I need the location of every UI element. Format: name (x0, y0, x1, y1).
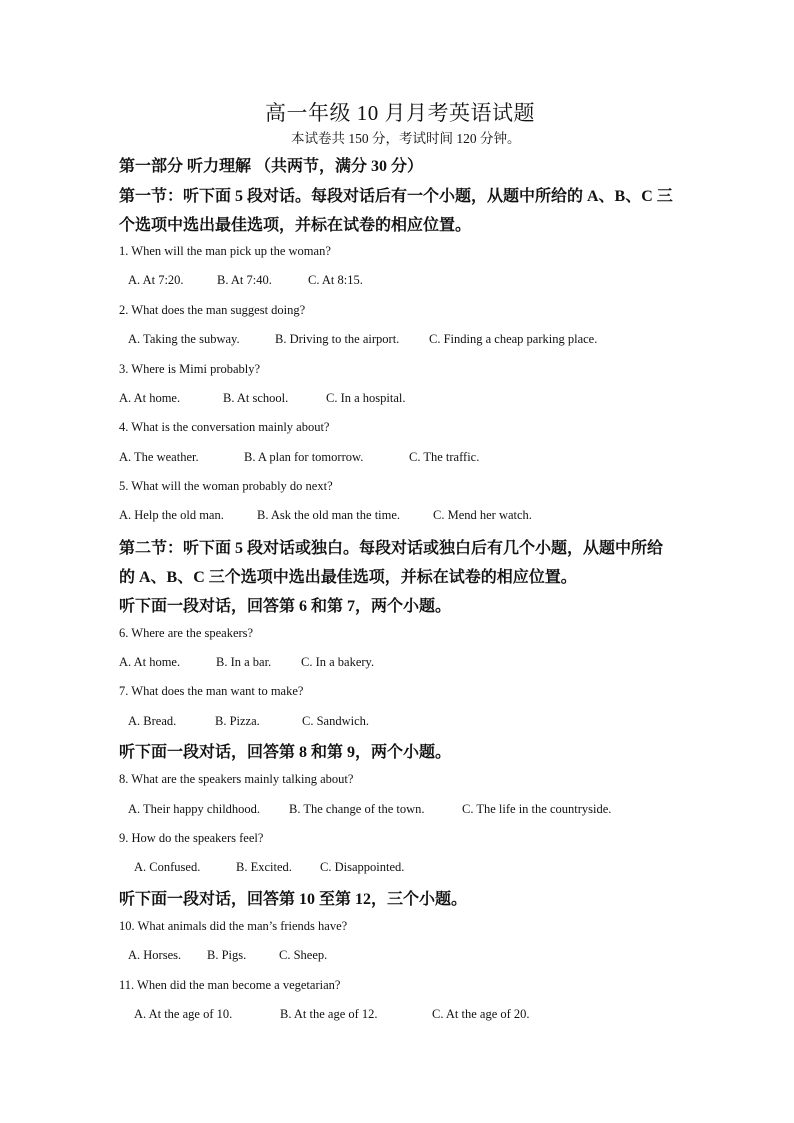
option-b[interactable]: B. At school. (223, 391, 289, 405)
option-c[interactable]: C. Sheep. (279, 948, 328, 962)
option-b[interactable]: B. At 7:40. (217, 273, 272, 287)
question-4-options (119, 450, 479, 465)
option-a[interactable]: A. At 7:20. (128, 273, 184, 287)
question-8-options (128, 802, 611, 817)
option-a[interactable]: A. At home. (119, 391, 181, 405)
option-a[interactable]: A. Bread. (128, 714, 177, 728)
question-11-options (134, 1007, 530, 1022)
option-a[interactable]: A. Taking the subway. (128, 332, 240, 346)
section-one-instruction-line1: 第一节：听下面 5 段对话。每段对话后有一个小题，从题中所给的 A、B、C 三 (119, 188, 673, 205)
option-b[interactable]: B. Pizza. (215, 714, 260, 728)
section-two-instruction-line1: 第二节：听下面 5 段对话或独白。每段对话或独白后有几个小题，从题中所给 (119, 540, 664, 557)
exam-info: 本试卷共 150 分，考试时间 120 分钟。 (291, 131, 521, 146)
option-a[interactable]: A. Confused. (134, 860, 201, 874)
option-b[interactable]: B. The change of the town. (289, 802, 425, 816)
section-two-instruction-line2: 的 A、B、C 三个选项中选出最佳选项，并标在试卷的相应位置。 (119, 569, 577, 586)
option-b[interactable]: B. At the age of 12. (280, 1007, 378, 1021)
question-10-options (128, 948, 327, 963)
option-b[interactable]: B. Driving to the airport. (275, 332, 400, 346)
question-1-options (128, 273, 363, 288)
option-a[interactable]: A. At home. (119, 655, 181, 669)
option-c[interactable]: C. Disappointed. (320, 860, 405, 874)
option-b[interactable]: B. In a bar. (216, 655, 272, 669)
option-c[interactable]: C. The traffic. (409, 450, 480, 464)
option-c[interactable]: C. At the age of 20. (432, 1007, 530, 1021)
question-9: 9. How do the speakers feel? (119, 831, 264, 845)
question-3-options (119, 391, 406, 406)
question-2: 2. What does the man suggest doing? (119, 303, 306, 317)
question-5: 5. What will the woman probably do next? (119, 479, 333, 493)
page-title: 高一年级 10 月月考英语试题 (265, 101, 535, 125)
question-5-options (119, 508, 532, 523)
option-b[interactable]: B. Excited. (236, 860, 292, 874)
question-1: 1. When will the man pick up the woman? (119, 244, 331, 258)
dialog-heading-8-9: 听下面一段对话，回答第 8 和第 9，两个小题。 (119, 744, 452, 761)
part-one-heading: 第一部分 听力理解 （共两节，满分 30 分） (119, 158, 424, 175)
option-c[interactable]: C. Mend her watch. (433, 508, 532, 522)
question-10: 10. What animals did the man’s friends have? (119, 919, 348, 933)
option-c[interactable]: C. Sandwich. (302, 714, 370, 728)
option-b[interactable]: B. Pigs. (207, 948, 247, 962)
option-a[interactable]: A. The weather. (119, 450, 199, 464)
question-6-options (119, 655, 374, 670)
section-one-instruction-line2: 个选项中选出最佳选项，并标在试卷的相应位置。 (119, 217, 472, 234)
question-9-options (134, 860, 404, 875)
question-4: 4. What is the conversation mainly about? (119, 420, 330, 434)
option-c[interactable]: C. In a hospital. (326, 391, 406, 405)
question-7-options (128, 714, 369, 729)
option-b[interactable]: B. A plan for tomorrow. (244, 450, 364, 464)
option-a[interactable]: A. Their happy childhood. (128, 802, 261, 816)
option-a[interactable]: A. At the age of 10. (134, 1007, 233, 1021)
option-b[interactable]: B. Ask the old man the time. (257, 508, 401, 522)
option-c[interactable]: C. At 8:15. (308, 273, 363, 287)
question-8: 8. What are the speakers mainly talking about? (119, 772, 354, 786)
option-a[interactable]: A. Horses. (128, 948, 182, 962)
dialog-heading-10-12: 听下面一段对话，回答第 10 至第 12，三个小题。 (119, 891, 468, 908)
question-3: 3. Where is Mimi probably? (119, 362, 261, 376)
question-6: 6. Where are the speakers? (119, 626, 254, 640)
dialog-heading-6-7: 听下面一段对话，回答第 6 和第 7，两个小题。 (119, 598, 452, 615)
question-2-options (128, 332, 597, 347)
option-a[interactable]: A. Help the old man. (119, 508, 224, 522)
option-c[interactable]: C. Finding a cheap parking place. (429, 332, 598, 346)
option-c[interactable]: C. The life in the countryside. (462, 802, 612, 816)
question-11: 11. When did the man become a vegetarian? (119, 978, 341, 992)
question-7: 7. What does the man want to make? (119, 684, 304, 698)
option-c[interactable]: C. In a bakery. (301, 655, 375, 669)
